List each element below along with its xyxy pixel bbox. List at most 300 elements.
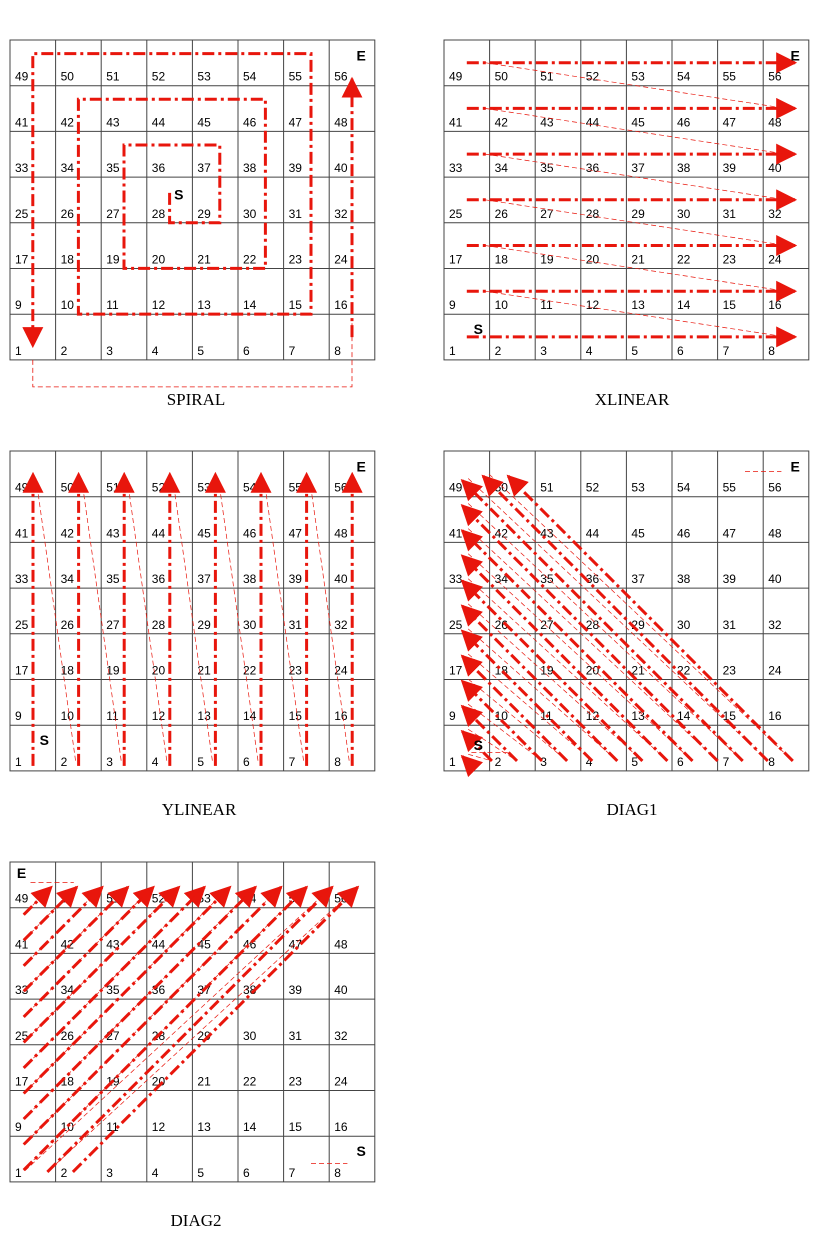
cell-number: 56 bbox=[768, 69, 782, 84]
cell-number: 50 bbox=[494, 480, 508, 495]
cell-number: 31 bbox=[722, 617, 736, 632]
cell-number: 50 bbox=[494, 69, 508, 84]
cell-number: 18 bbox=[60, 252, 74, 267]
cell-number: 48 bbox=[334, 115, 348, 130]
cell-number: 52 bbox=[151, 480, 166, 495]
cell-number: 45 bbox=[197, 115, 211, 130]
cell-number: 46 bbox=[243, 937, 257, 952]
cell-number: 25 bbox=[15, 1028, 29, 1043]
cell-number: 42 bbox=[60, 526, 74, 541]
cell-number: 44 bbox=[585, 526, 600, 541]
cell-number: 11 bbox=[540, 709, 553, 724]
cell-number: 11 bbox=[106, 298, 119, 313]
cell-number: 55 bbox=[722, 480, 736, 495]
cell-number: 27 bbox=[540, 206, 554, 221]
cell-number: 39 bbox=[722, 161, 736, 176]
cell-number: 23 bbox=[288, 663, 302, 678]
cell-number: 15 bbox=[288, 1120, 302, 1135]
cell-number: 33 bbox=[15, 572, 29, 587]
cell-number: 23 bbox=[722, 252, 736, 267]
cell-number: 36 bbox=[585, 572, 600, 587]
cell-number: 13 bbox=[197, 709, 211, 724]
cell-number: 19 bbox=[106, 663, 120, 678]
cell-number: 54 bbox=[243, 891, 257, 906]
cell-number: 40 bbox=[334, 983, 348, 998]
cell-number: 17 bbox=[15, 252, 29, 267]
cell-number: 2 bbox=[60, 343, 68, 358]
cell-number: 44 bbox=[151, 937, 166, 952]
cell-number: 42 bbox=[60, 937, 74, 952]
cell-number: 24 bbox=[334, 252, 348, 267]
cell-number: 29 bbox=[197, 206, 211, 221]
cell-number: 56 bbox=[334, 480, 348, 495]
diag2-path bbox=[24, 887, 154, 1017]
cell-number: 33 bbox=[449, 161, 463, 176]
cell-number: 4 bbox=[151, 343, 159, 358]
cell-number: 31 bbox=[288, 206, 302, 221]
cell-number: 15 bbox=[722, 298, 736, 313]
cell-number: 12 bbox=[585, 298, 600, 313]
cell-number: 39 bbox=[722, 572, 736, 587]
panel-spiral bbox=[10, 40, 375, 387]
cell-number: 17 bbox=[15, 1074, 29, 1089]
cell-number: 37 bbox=[197, 983, 211, 998]
cell-number: 5 bbox=[197, 754, 205, 769]
cell-number: 15 bbox=[288, 709, 302, 724]
cell-number: 51 bbox=[540, 480, 554, 495]
cell-number: 37 bbox=[631, 572, 645, 587]
cell-number: 49 bbox=[449, 69, 463, 84]
cell-number: 39 bbox=[288, 983, 302, 998]
cell-number: 20 bbox=[585, 663, 600, 678]
cell-number: 21 bbox=[197, 1074, 211, 1089]
cell-number: 19 bbox=[106, 252, 120, 267]
cell-number: 52 bbox=[151, 891, 166, 906]
cell-number: 9 bbox=[15, 709, 22, 724]
cell-number: 38 bbox=[243, 572, 257, 587]
cell-number: 33 bbox=[449, 572, 463, 587]
cell-number: 21 bbox=[631, 663, 645, 678]
cell-number: 55 bbox=[288, 69, 302, 84]
cell-number: 18 bbox=[494, 663, 508, 678]
cell-number: 55 bbox=[288, 480, 302, 495]
cell-number: 35 bbox=[540, 161, 554, 176]
cell-number: 6 bbox=[677, 343, 684, 358]
cell-number: 35 bbox=[106, 161, 120, 176]
cell-number: 17 bbox=[449, 252, 463, 267]
cell-number: 25 bbox=[449, 617, 463, 632]
cell-number: 29 bbox=[197, 617, 211, 632]
cell-number: 31 bbox=[288, 617, 302, 632]
cell-number: 6 bbox=[243, 343, 250, 358]
cell-number: 14 bbox=[677, 709, 691, 724]
cell-number: 27 bbox=[540, 617, 554, 632]
cell-number: 11 bbox=[106, 709, 119, 724]
cell-number: 36 bbox=[585, 161, 600, 176]
cell-number: 45 bbox=[631, 115, 645, 130]
cell-number: 44 bbox=[585, 115, 600, 130]
cell-number: 15 bbox=[722, 709, 736, 724]
cell-number: 28 bbox=[151, 206, 166, 221]
cell-number: 29 bbox=[631, 206, 645, 221]
cell-number: 12 bbox=[585, 709, 600, 724]
cell-number: 55 bbox=[288, 891, 302, 906]
cell-number: 3 bbox=[540, 343, 547, 358]
cell-number: 21 bbox=[197, 663, 211, 678]
diag1-path bbox=[462, 756, 467, 761]
cell-number: 31 bbox=[288, 1028, 302, 1043]
cell-number: 37 bbox=[631, 161, 645, 176]
cell-number: 33 bbox=[15, 161, 29, 176]
cell-number: 19 bbox=[540, 252, 554, 267]
cell-number: 3 bbox=[106, 1165, 113, 1180]
cell-number: 8 bbox=[768, 343, 775, 358]
cell-number: 45 bbox=[197, 526, 211, 541]
cell-number: 3 bbox=[540, 754, 547, 769]
cell-number: 14 bbox=[243, 1120, 257, 1135]
cell-number: 22 bbox=[677, 252, 691, 267]
cell-number: 43 bbox=[540, 115, 554, 130]
cell-number: 26 bbox=[494, 206, 508, 221]
cell-number: 53 bbox=[197, 891, 211, 906]
cell-number: 36 bbox=[151, 983, 166, 998]
cell-number: 16 bbox=[768, 298, 782, 313]
cell-number: 25 bbox=[15, 206, 29, 221]
cell-number: 23 bbox=[288, 252, 302, 267]
cell-number: 40 bbox=[334, 572, 348, 587]
cell-number: 50 bbox=[60, 69, 74, 84]
cell-number: 5 bbox=[197, 1165, 205, 1180]
cell-number: 28 bbox=[585, 206, 600, 221]
cell-number: 14 bbox=[243, 709, 257, 724]
cell-number: 16 bbox=[334, 709, 348, 724]
cell-number: 30 bbox=[243, 206, 257, 221]
cell-number: 52 bbox=[151, 69, 166, 84]
cell-number: 50 bbox=[60, 480, 74, 495]
cell-number: 24 bbox=[768, 663, 782, 678]
cell-number: 9 bbox=[449, 298, 456, 313]
cell-number: 39 bbox=[288, 572, 302, 587]
cell-number: 37 bbox=[197, 572, 211, 587]
cell-number: 15 bbox=[288, 298, 302, 313]
cell-number: 24 bbox=[334, 663, 348, 678]
cell-number: 56 bbox=[334, 891, 348, 906]
cell-number: 6 bbox=[243, 1165, 250, 1180]
cell-number: 10 bbox=[494, 709, 508, 724]
cell-number: 7 bbox=[288, 1165, 296, 1180]
cell-number: 41 bbox=[15, 937, 29, 952]
cell-number: 13 bbox=[197, 298, 211, 313]
cell-number: 18 bbox=[60, 1074, 74, 1089]
cell-number: 35 bbox=[106, 572, 120, 587]
caption-diag1: DIAG1 bbox=[606, 800, 658, 819]
cell-number: 38 bbox=[243, 161, 257, 176]
end-marker: E bbox=[356, 47, 366, 64]
cell-number: 51 bbox=[540, 69, 554, 84]
cell-number: 2 bbox=[60, 754, 68, 769]
cell-number: 48 bbox=[768, 526, 782, 541]
cell-number: 49 bbox=[15, 891, 29, 906]
cell-number: 36 bbox=[151, 161, 166, 176]
cell-number: 51 bbox=[106, 480, 120, 495]
cell-number: 40 bbox=[768, 572, 782, 587]
cell-number: 43 bbox=[106, 526, 120, 541]
cell-number: 4 bbox=[585, 343, 593, 358]
cell-number: 41 bbox=[449, 526, 463, 541]
cell-number: 49 bbox=[449, 480, 463, 495]
cell-number: 20 bbox=[151, 1074, 166, 1089]
cell-number: 1 bbox=[449, 754, 456, 769]
diag1-path bbox=[462, 556, 667, 761]
cell-number: 28 bbox=[585, 617, 600, 632]
cell-number: 10 bbox=[60, 709, 74, 724]
cell-number: 3 bbox=[106, 343, 113, 358]
cell-number: 5 bbox=[631, 754, 639, 769]
cell-number: 41 bbox=[15, 526, 29, 541]
cell-number: 22 bbox=[243, 663, 257, 678]
cell-number: 1 bbox=[449, 343, 456, 358]
cell-number: 43 bbox=[540, 526, 554, 541]
cell-number: 49 bbox=[15, 69, 29, 84]
cell-number: 23 bbox=[722, 663, 736, 678]
cell-number: 12 bbox=[151, 709, 166, 724]
cell-number: 42 bbox=[494, 115, 508, 130]
diag2-return-path bbox=[24, 890, 252, 1119]
panel-ylinear bbox=[10, 451, 375, 771]
cell-number: 41 bbox=[15, 115, 29, 130]
cell-number: 45 bbox=[197, 937, 211, 952]
caption-ylinear: YLINEAR bbox=[161, 800, 237, 819]
cell-number: 10 bbox=[60, 298, 74, 313]
cell-number: 46 bbox=[677, 526, 691, 541]
cell-number: 28 bbox=[151, 1028, 166, 1043]
cell-number: 41 bbox=[449, 115, 463, 130]
cell-number: 26 bbox=[60, 206, 74, 221]
cell-number: 7 bbox=[288, 754, 296, 769]
cell-number: 7 bbox=[288, 343, 296, 358]
start-marker: S bbox=[473, 736, 483, 753]
cell-number: 24 bbox=[334, 1074, 348, 1089]
cell-number: 5 bbox=[197, 343, 205, 358]
cell-number: 20 bbox=[585, 252, 600, 267]
cell-number: 9 bbox=[15, 1120, 22, 1135]
cell-number: 40 bbox=[768, 161, 782, 176]
spiral-path bbox=[33, 54, 311, 346]
cell-number: 1 bbox=[15, 1165, 22, 1180]
cell-number: 38 bbox=[677, 572, 691, 587]
cell-number: 32 bbox=[334, 206, 348, 221]
cell-number: 31 bbox=[722, 206, 736, 221]
cell-number: 34 bbox=[60, 161, 74, 176]
cell-number: 23 bbox=[288, 1074, 302, 1089]
cell-number: 9 bbox=[15, 298, 22, 313]
cell-number: 48 bbox=[334, 526, 348, 541]
cell-number: 22 bbox=[243, 252, 257, 267]
cell-number: 53 bbox=[197, 480, 211, 495]
cell-number: 36 bbox=[151, 572, 166, 587]
cell-number: 5 bbox=[631, 343, 639, 358]
cell-number: 51 bbox=[106, 69, 120, 84]
end-marker: E bbox=[356, 458, 366, 475]
cell-number: 38 bbox=[677, 161, 691, 176]
cell-number: 8 bbox=[334, 1165, 341, 1180]
end-marker: E bbox=[790, 458, 800, 475]
cell-number: 11 bbox=[540, 298, 553, 313]
cell-number: 44 bbox=[151, 115, 166, 130]
cell-number: 14 bbox=[677, 298, 691, 313]
cell-number: 53 bbox=[197, 69, 211, 84]
cell-number: 47 bbox=[288, 115, 302, 130]
cell-number: 47 bbox=[288, 937, 302, 952]
caption-xlinear: XLINEAR bbox=[594, 390, 670, 409]
cell-number: 10 bbox=[60, 1120, 74, 1135]
cell-number: 13 bbox=[197, 1120, 211, 1135]
cell-number: 37 bbox=[197, 161, 211, 176]
cell-number: 42 bbox=[60, 115, 74, 130]
cell-number: 28 bbox=[151, 617, 166, 632]
cell-number: 44 bbox=[151, 526, 166, 541]
cell-number: 3 bbox=[106, 754, 113, 769]
cell-number: 32 bbox=[334, 1028, 348, 1043]
cell-number: 4 bbox=[585, 754, 593, 769]
cell-number: 34 bbox=[60, 572, 74, 587]
cell-number: 2 bbox=[494, 343, 502, 358]
cell-number: 30 bbox=[677, 206, 691, 221]
cell-number: 42 bbox=[494, 526, 508, 541]
cell-number: 6 bbox=[243, 754, 250, 769]
cell-number: 2 bbox=[494, 754, 502, 769]
cell-number: 20 bbox=[151, 663, 166, 678]
cell-number: 11 bbox=[106, 1120, 119, 1135]
end-marker: E bbox=[16, 864, 27, 881]
cell-number: 34 bbox=[494, 161, 508, 176]
cell-number: 46 bbox=[243, 526, 257, 541]
cell-number: 52 bbox=[585, 69, 600, 84]
cell-number: 29 bbox=[631, 617, 645, 632]
cell-number: 54 bbox=[677, 69, 691, 84]
cell-number: 55 bbox=[722, 69, 736, 84]
cell-number: 18 bbox=[494, 252, 508, 267]
cell-number: 46 bbox=[677, 115, 691, 130]
cell-number: 26 bbox=[60, 617, 74, 632]
cell-number: 17 bbox=[449, 663, 463, 678]
cell-number: 7 bbox=[722, 754, 730, 769]
cell-number: 14 bbox=[243, 298, 257, 313]
cell-number: 17 bbox=[15, 663, 29, 678]
cell-number: 48 bbox=[768, 115, 782, 130]
cell-number: 1 bbox=[15, 343, 22, 358]
cell-number: 47 bbox=[288, 526, 302, 541]
cell-number: 40 bbox=[334, 161, 348, 176]
cell-number: 53 bbox=[631, 69, 645, 84]
caption-diag2: DIAG2 bbox=[170, 1211, 222, 1230]
cell-number: 34 bbox=[60, 983, 74, 998]
cell-number: 32 bbox=[768, 617, 782, 632]
cell-number: 16 bbox=[768, 709, 782, 724]
cell-number: 12 bbox=[151, 298, 166, 313]
cell-number: 16 bbox=[334, 298, 348, 313]
cell-number: 20 bbox=[151, 252, 166, 267]
panel-diag1 bbox=[444, 451, 809, 771]
cell-number: 19 bbox=[540, 663, 554, 678]
cell-number: 34 bbox=[494, 572, 508, 587]
cell-number: 35 bbox=[106, 983, 120, 998]
caption-spiral: SPIRAL bbox=[166, 390, 226, 409]
cell-number: 49 bbox=[15, 480, 29, 495]
start-marker: S bbox=[39, 732, 49, 749]
cell-number: 38 bbox=[243, 983, 257, 998]
cell-number: 21 bbox=[631, 252, 645, 267]
start-marker: S bbox=[174, 186, 184, 203]
cell-number: 43 bbox=[106, 937, 120, 952]
panel-diag2 bbox=[10, 862, 375, 1182]
cell-number: 54 bbox=[243, 69, 257, 84]
cell-number: 19 bbox=[106, 1074, 120, 1089]
cell-number: 35 bbox=[540, 572, 554, 587]
cell-number: 2 bbox=[60, 1165, 68, 1180]
cell-number: 30 bbox=[243, 617, 257, 632]
cell-number: 47 bbox=[722, 115, 736, 130]
cell-number: 27 bbox=[106, 206, 120, 221]
cell-number: 56 bbox=[768, 480, 782, 495]
cell-number: 30 bbox=[243, 1028, 257, 1043]
cell-number: 6 bbox=[677, 754, 684, 769]
cell-number: 52 bbox=[585, 480, 600, 495]
cell-number: 54 bbox=[677, 480, 691, 495]
cell-number: 45 bbox=[631, 526, 645, 541]
start-marker: S bbox=[473, 321, 483, 338]
cell-number: 26 bbox=[494, 617, 508, 632]
panel-xlinear bbox=[444, 40, 809, 360]
cell-number: 8 bbox=[334, 754, 341, 769]
cell-number: 12 bbox=[151, 1120, 166, 1135]
cell-number: 33 bbox=[15, 983, 29, 998]
cell-number: 32 bbox=[334, 617, 348, 632]
cell-number: 56 bbox=[334, 69, 348, 84]
cell-number: 4 bbox=[151, 1165, 159, 1180]
cell-number: 8 bbox=[334, 343, 341, 358]
diag2-return-path bbox=[24, 890, 73, 940]
end-marker: E bbox=[790, 47, 800, 64]
cell-number: 26 bbox=[60, 1028, 74, 1043]
cell-number: 25 bbox=[449, 206, 463, 221]
cell-number: 25 bbox=[15, 617, 29, 632]
cell-number: 48 bbox=[334, 937, 348, 952]
cell-number: 10 bbox=[494, 298, 508, 313]
cell-number: 21 bbox=[197, 252, 211, 267]
cell-number: 30 bbox=[677, 617, 691, 632]
cell-number: 50 bbox=[60, 891, 74, 906]
cell-number: 24 bbox=[768, 252, 782, 267]
start-marker: S bbox=[356, 1143, 366, 1160]
cell-number: 16 bbox=[334, 1120, 348, 1135]
cell-number: 13 bbox=[631, 298, 645, 313]
cell-number: 4 bbox=[151, 754, 159, 769]
cell-number: 51 bbox=[106, 891, 120, 906]
cell-number: 22 bbox=[243, 1074, 257, 1089]
cell-number: 8 bbox=[768, 754, 775, 769]
cell-number: 43 bbox=[106, 115, 120, 130]
cell-number: 47 bbox=[722, 526, 736, 541]
cell-number: 32 bbox=[768, 206, 782, 221]
cell-number: 29 bbox=[197, 1028, 211, 1043]
cell-number: 9 bbox=[449, 709, 456, 724]
cell-number: 13 bbox=[631, 709, 645, 724]
cell-number: 46 bbox=[243, 115, 257, 130]
cell-number: 27 bbox=[106, 617, 120, 632]
cell-number: 53 bbox=[631, 480, 645, 495]
cell-number: 22 bbox=[677, 663, 691, 678]
